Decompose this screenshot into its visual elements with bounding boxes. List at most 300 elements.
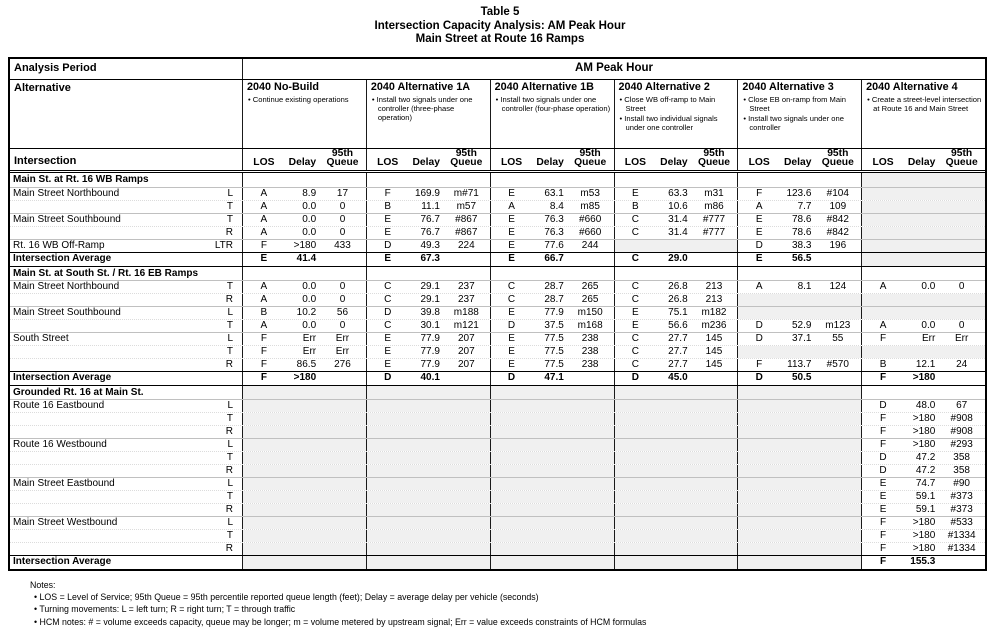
average-cell: [737, 372, 861, 385]
queue-header: [938, 149, 985, 169]
unavailable-cell: [737, 452, 861, 464]
unavailable-cell: [366, 465, 490, 477]
average-queue-value: [814, 372, 861, 385]
average-los-value: F: [243, 372, 285, 385]
table-row: [10, 306, 985, 319]
queue-value: Err: [319, 333, 366, 345]
result-cell: [490, 214, 614, 226]
movement-label: L: [227, 333, 233, 345]
intersection-average-label: Intersection Average: [10, 556, 242, 569]
street-movement-cell: [10, 307, 242, 319]
queue-value: 55: [814, 333, 861, 345]
unavailable-cell: [366, 413, 490, 425]
delay-value: 28.7: [532, 281, 566, 293]
los-value: C: [491, 294, 533, 306]
street-movement-cell: [10, 504, 242, 516]
table-row: [10, 425, 985, 438]
result-cell: [366, 346, 490, 358]
queue-value: #533: [938, 517, 985, 529]
result-cell: [737, 359, 861, 371]
average-delay-value: 67.3: [409, 253, 443, 266]
delay-value: 31.4: [656, 214, 690, 226]
los-value: F: [243, 359, 285, 371]
section-header-cell: [490, 267, 614, 280]
los-value: E: [615, 188, 657, 200]
table-row: [10, 412, 985, 425]
unavailable-cell: [490, 426, 614, 438]
los-value: E: [367, 333, 409, 345]
delay-value: 31.4: [656, 227, 690, 239]
average-los-value: E: [367, 253, 409, 266]
los-value: F: [862, 543, 904, 555]
section-header-cell: [614, 173, 738, 187]
queue-value: #908: [938, 426, 985, 438]
los-value: E: [491, 307, 533, 319]
unavailable-cell: [366, 400, 490, 412]
delay-value: 39.8: [409, 307, 443, 319]
movement-label: R: [226, 294, 233, 306]
delay-value: Err: [285, 333, 319, 345]
average-delay-value: 29.0: [656, 253, 690, 266]
los-value: F: [862, 333, 904, 345]
delay-value: >180: [285, 240, 319, 252]
los-value: A: [738, 201, 780, 213]
unavailable-cell: [861, 214, 985, 226]
queue-value: 207: [443, 346, 490, 358]
unavailable-cell: [737, 439, 861, 451]
delay-value: 27.7: [656, 333, 690, 345]
street-movement-cell: [10, 400, 242, 412]
queue-header-line1: 95th: [938, 149, 985, 159]
queue-value: #908: [938, 413, 985, 425]
result-cell: [242, 346, 366, 358]
result-cell: [861, 491, 985, 503]
street-movement-cell: [10, 426, 242, 438]
los-value: A: [243, 294, 285, 306]
delay-value: 77.9: [409, 346, 443, 358]
delay-value: 0.0: [285, 294, 319, 306]
unavailable-cell: [614, 478, 738, 490]
unavailable-cell: [861, 240, 985, 252]
table-row: [10, 477, 985, 490]
queue-value: #373: [938, 504, 985, 516]
unavailable-cell: [490, 504, 614, 516]
unavailable-cell: [490, 439, 614, 451]
unavailable-cell: [366, 491, 490, 503]
los-value: D: [738, 320, 780, 332]
intersection-average-row: [10, 371, 985, 385]
average-queue-value: [691, 372, 738, 385]
unavailable-cell: [737, 556, 861, 569]
table-row: [10, 451, 985, 464]
los-value: F: [862, 426, 904, 438]
unavailable-cell: [614, 530, 738, 542]
queue-value: 238: [567, 359, 614, 371]
queue-value: Err: [319, 346, 366, 358]
result-cell: [737, 333, 861, 345]
result-cell: [737, 188, 861, 200]
unavailable-cell: [490, 543, 614, 555]
notes-heading: Notes:: [30, 579, 1000, 591]
delay-value: 77.5: [532, 359, 566, 371]
street-movement-cell: [10, 188, 242, 200]
unavailable-cell: [861, 227, 985, 239]
result-cell: [861, 333, 985, 345]
measure-headers: [614, 149, 738, 170]
unavailable-cell: [242, 543, 366, 555]
queue-value: 238: [567, 346, 614, 358]
queue-value: 237: [443, 294, 490, 306]
delay-value: >180: [904, 530, 938, 542]
unavailable-cell: [861, 307, 985, 319]
queue-value: 145: [691, 333, 738, 345]
delay-value: 30.1: [409, 320, 443, 332]
average-queue-value: [691, 253, 738, 266]
result-cell: [490, 201, 614, 213]
los-value: E: [862, 491, 904, 503]
section-header-cell: [614, 267, 738, 280]
queue-value: m123: [814, 320, 861, 332]
unavailable-cell: [614, 491, 738, 503]
los-value: F: [862, 413, 904, 425]
result-cell: [614, 359, 738, 371]
los-value: E: [367, 359, 409, 371]
street-movement-cell: [10, 227, 242, 239]
queue-value: 145: [691, 346, 738, 358]
average-queue-value: [938, 556, 985, 569]
result-cell: [490, 333, 614, 345]
street-movement-cell: [10, 478, 242, 490]
unavailable-cell: [737, 543, 861, 555]
street-label: Main Street Southbound: [13, 307, 121, 319]
delay-value: 76.7: [409, 214, 443, 226]
delay-value: 7.7: [780, 201, 814, 213]
unavailable-cell: [737, 491, 861, 503]
result-cell: [861, 517, 985, 529]
los-value: C: [491, 281, 533, 293]
alternative-name: 2040 Alternative 2: [619, 81, 736, 94]
unavailable-cell: [737, 426, 861, 438]
unavailable-cell: [242, 517, 366, 529]
delay-value: 113.7: [780, 359, 814, 371]
unavailable-cell: [861, 188, 985, 200]
unavailable-cell: [737, 478, 861, 490]
intersection-average-label: Intersection Average: [10, 253, 242, 266]
delay-value: Err: [904, 333, 938, 345]
result-cell: [861, 478, 985, 490]
section-header-cell: [242, 173, 366, 187]
queue-value: 56: [319, 307, 366, 319]
unavailable-cell: [366, 517, 490, 529]
average-queue-value: [319, 253, 366, 266]
movement-label: L: [227, 188, 233, 200]
los-value: E: [862, 478, 904, 490]
queue-header-line2: Queue: [443, 158, 490, 168]
table-row: [10, 319, 985, 332]
table-row: [10, 345, 985, 358]
queue-value: m#71: [443, 188, 490, 200]
average-cell: [490, 372, 614, 385]
los-value: D: [862, 452, 904, 464]
table-row: [10, 529, 985, 542]
movement-label: T: [227, 214, 233, 226]
result-cell: [366, 214, 490, 226]
queue-header-line2: Queue: [814, 158, 861, 168]
street-movement-cell: [10, 201, 242, 213]
los-value: C: [615, 214, 657, 226]
unavailable-cell: [242, 413, 366, 425]
queue-value: 17: [319, 188, 366, 200]
unavailable-cell: [614, 426, 738, 438]
queue-value: 265: [567, 294, 614, 306]
los-value: D: [862, 465, 904, 477]
unavailable-cell: [242, 452, 366, 464]
street-movement-cell: [10, 543, 242, 555]
alternative-name: 2040 Alternative 1B: [495, 81, 612, 94]
los-value: D: [738, 333, 780, 345]
result-cell: [366, 307, 490, 319]
los-value: C: [615, 281, 657, 293]
unavailable-cell: [366, 556, 490, 569]
result-cell: [490, 320, 614, 332]
average-cell: [242, 372, 366, 385]
table-row: [10, 358, 985, 371]
column-header-row: [10, 149, 985, 173]
result-cell: [366, 201, 490, 213]
movement-label: T: [227, 452, 233, 464]
delay-value: Err: [285, 346, 319, 358]
movement-label: L: [227, 478, 233, 490]
los-value: C: [615, 346, 657, 358]
delay-value: 26.8: [656, 281, 690, 293]
unavailable-cell: [490, 556, 614, 569]
queue-value: m85: [567, 201, 614, 213]
movement-label: LTR: [215, 240, 233, 252]
delay-value: 76.3: [532, 214, 566, 226]
alternative-description: • Install two signals under one controller (three-phase operation): [371, 95, 488, 123]
los-value: E: [491, 359, 533, 371]
average-delay-value: 56.5: [780, 253, 814, 266]
los-value: A: [491, 201, 533, 213]
result-cell: [242, 201, 366, 213]
average-delay-value: 47.1: [532, 372, 566, 385]
table-row: [10, 239, 985, 252]
movement-label: R: [226, 227, 233, 239]
alternative-header: [366, 80, 490, 148]
queue-value: #777: [691, 227, 738, 239]
street-label: Main Street Westbound: [13, 517, 117, 529]
unavailable-cell: [242, 478, 366, 490]
queue-value: #842: [814, 227, 861, 239]
queue-value: 0: [319, 227, 366, 239]
delay-value: 0.0: [904, 281, 938, 293]
result-cell: [242, 307, 366, 319]
unavailable-cell: [490, 530, 614, 542]
los-value: A: [243, 201, 285, 213]
unavailable-cell: [614, 452, 738, 464]
average-queue-value: [567, 253, 614, 266]
unavailable-cell: [490, 478, 614, 490]
result-cell: [861, 359, 985, 371]
result-cell: [366, 294, 490, 306]
delay-value: 10.2: [285, 307, 319, 319]
los-value: E: [491, 240, 533, 252]
delay-value: 0.0: [285, 214, 319, 226]
los-value: A: [243, 320, 285, 332]
section-header-row: [10, 385, 985, 399]
street-movement-cell: [10, 281, 242, 293]
result-cell: [861, 465, 985, 477]
delay-value: 52.9: [780, 320, 814, 332]
result-cell: [614, 320, 738, 332]
street-movement-cell: [10, 346, 242, 358]
queue-value: 0: [319, 320, 366, 332]
result-cell: [614, 346, 738, 358]
result-cell: [614, 307, 738, 319]
los-header: LOS: [491, 157, 533, 168]
section-header-cell: [861, 173, 985, 187]
average-cell: [614, 253, 738, 266]
delay-value: 29.1: [409, 294, 443, 306]
queue-value: #570: [814, 359, 861, 371]
los-value: A: [243, 227, 285, 239]
queue-header-line1: 95th: [443, 149, 490, 159]
unavailable-cell: [861, 253, 985, 266]
table-row: [10, 213, 985, 226]
average-queue-value: [443, 253, 490, 266]
queue-value: m168: [567, 320, 614, 332]
unavailable-cell: [737, 530, 861, 542]
unavailable-cell: [614, 543, 738, 555]
queue-value: #104: [814, 188, 861, 200]
alternative-header: [490, 80, 614, 148]
los-value: A: [243, 214, 285, 226]
section-header-cell: [737, 267, 861, 280]
unavailable-cell: [737, 413, 861, 425]
result-cell: [861, 543, 985, 555]
queue-value: m86: [691, 201, 738, 213]
unavailable-cell: [614, 517, 738, 529]
los-value: F: [243, 240, 285, 252]
result-cell: [614, 333, 738, 345]
delay-value: 59.1: [904, 504, 938, 516]
alternative-name: 2040 Alternative 1A: [371, 81, 488, 94]
result-cell: [737, 281, 861, 293]
average-queue-value: [567, 372, 614, 385]
section-header-cell: [242, 267, 366, 280]
delay-value: 27.7: [656, 346, 690, 358]
los-value: E: [862, 504, 904, 516]
delay-value: >180: [904, 413, 938, 425]
delay-value: 37.5: [532, 320, 566, 332]
analysis-period-row: [10, 59, 985, 80]
intersection-label: Intersection: [10, 149, 242, 170]
movement-label: R: [226, 359, 233, 371]
alternative-description: • Close EB on-ramp from Main Street: [742, 95, 859, 113]
unavailable-cell: [366, 543, 490, 555]
los-value: C: [367, 281, 409, 293]
los-header: LOS: [367, 157, 409, 168]
unavailable-cell: [490, 400, 614, 412]
queue-header-line2: Queue: [938, 158, 985, 168]
delay-header: Delay: [285, 157, 319, 168]
average-delay-value: 45.0: [656, 372, 690, 385]
delay-value: 26.8: [656, 294, 690, 306]
delay-header: Delay: [904, 157, 938, 168]
delay-value: >180: [904, 439, 938, 451]
delay-value: >180: [904, 543, 938, 555]
queue-value: 67: [938, 400, 985, 412]
movement-label: T: [227, 201, 233, 213]
unavailable-cell: [737, 504, 861, 516]
los-value: F: [243, 346, 285, 358]
queue-value: 433: [319, 240, 366, 252]
delay-header: Delay: [656, 157, 690, 168]
unavailable-cell: [366, 439, 490, 451]
los-value: B: [862, 359, 904, 371]
delay-value: 49.3: [409, 240, 443, 252]
delay-header: Delay: [409, 157, 443, 168]
result-cell: [861, 439, 985, 451]
street-movement-cell: [10, 320, 242, 332]
unavailable-cell: [242, 556, 366, 569]
result-cell: [861, 504, 985, 516]
queue-header-line1: 95th: [567, 149, 614, 159]
average-los-value: F: [862, 556, 904, 569]
section-header: Grounded Rt. 16 at Main St.: [10, 386, 242, 399]
los-value: E: [615, 307, 657, 319]
table-row: [10, 438, 985, 451]
alternative-header: [737, 80, 861, 148]
unavailable-cell: [242, 400, 366, 412]
movement-label: L: [227, 400, 233, 412]
queue-value: 244: [567, 240, 614, 252]
alternative-description: • Close WB off-ramp to Main Street: [619, 95, 736, 113]
unavailable-cell: [490, 517, 614, 529]
delay-value: 74.7: [904, 478, 938, 490]
delay-value: 78.6: [780, 214, 814, 226]
measure-headers: [242, 149, 366, 170]
result-cell: [737, 227, 861, 239]
section-header-cell: [737, 173, 861, 187]
table-row: [10, 464, 985, 477]
street-movement-cell: [10, 359, 242, 371]
section-header-cell: [614, 386, 738, 399]
queue-header-line1: 95th: [691, 149, 738, 159]
street-movement-cell: [10, 333, 242, 345]
result-cell: [490, 188, 614, 200]
average-cell: [861, 556, 985, 569]
average-queue-value: [938, 372, 985, 385]
unavailable-cell: [737, 294, 861, 306]
movement-label: L: [227, 307, 233, 319]
average-delay-value: 50.5: [780, 372, 814, 385]
result-cell: [242, 320, 366, 332]
queue-value: m150: [567, 307, 614, 319]
alternative-description: • Continue existing operations: [247, 95, 364, 104]
average-los-value: C: [615, 253, 657, 266]
los-value: C: [615, 227, 657, 239]
section-header-cell: [737, 386, 861, 399]
unavailable-cell: [614, 400, 738, 412]
result-cell: [366, 359, 490, 371]
result-cell: [242, 281, 366, 293]
unavailable-cell: [490, 413, 614, 425]
delay-value: 8.4: [532, 201, 566, 213]
title-line-3: Main Street at Route 16 Ramps: [0, 33, 1000, 47]
result-cell: [242, 227, 366, 239]
los-value: C: [367, 294, 409, 306]
